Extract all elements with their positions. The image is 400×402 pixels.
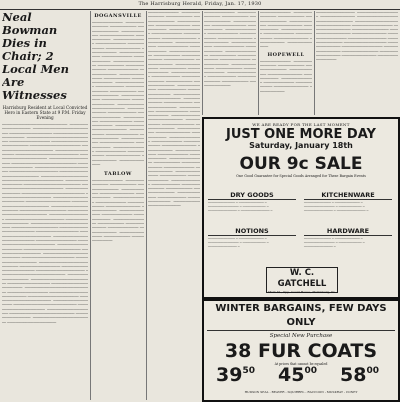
- ad2-sub: At prices that cannot be equaled: [274, 362, 328, 366]
- dept-hardware: [304, 227, 392, 249]
- ad-top-line: WE ARE READY FOR THE LAST MOMENT: [252, 122, 350, 127]
- column-rule: [314, 11, 315, 115]
- column-body: ─────────────── ───────────────── ───────────── ──────────────── ────────────── ───────────────── ───────────── ──────────────── ─────────────── ────────────── ───────────────── ───────────── ──────────────── ─────────────── ────────────── ───────────────── ───────────── ──────────────── ─────────────── ────────────── ───────────────── ───────────── ────────────────: [92, 179, 144, 244]
- price-tag: [278, 364, 317, 386]
- price-cents: 00: [366, 366, 379, 376]
- lead-deck: Harrisburg Resident at Local Convicted Hero in Eastern State at 9 P.M. Friday Evening: [2, 105, 88, 120]
- dept-heading: KITCHENWARE: [304, 191, 392, 200]
- price-tag: [340, 364, 379, 386]
- price-tag: [216, 364, 255, 386]
- dept-kitchenware: [304, 191, 392, 213]
- column-body: ─────────────── ───────────────── ───────────── ──────────────── ────────────── ───────────────── ───────────── ──────────────── ─────────────── ────────────── ───────────────── ───────────── ──────────────── ─────────────── ────────────── ───────────────── ───────────── ──────────────── ─────────────── ────────────── ───────────────── ───────────── ──────────────── ─────────────── ────────────── ───────────────── ───────────── ────────────────: [204, 11, 256, 89]
- ad2-fur-coats: 38 FUR COATS: [224, 340, 378, 362]
- section-head-tablow: TABLOW: [103, 171, 133, 178]
- ad2-special: Special New Purchase: [269, 333, 333, 339]
- dept-items: ────────────── ─ ───────────── ─ ──────────────── ─ ──────────── ─ ─────────────── ─ ─────────────── ─: [304, 201, 369, 214]
- news-column: [204, 11, 256, 123]
- ad-sale-title: OUR 9c SALE: [239, 154, 363, 174]
- price-row: [214, 364, 388, 390]
- dept-items: ────────────── ─ ───────────── ─ ──────────────── ─ ──────────── ─ ─────────────── ─: [304, 237, 365, 250]
- column-rule: [90, 11, 91, 400]
- news-column: [316, 11, 398, 123]
- column-body: ─────────────── ───────────────── ───────────── ──────────────── ────────────── ───────────────── ───────────── ──────────────── ─────────────── ────────────── ───────────────── ───────────── ──────────────── ─────────────── ────────────── ───────────────── ───────────── ──────────────── ─────────────── ────────────── ───────────────── ───────────── ──────────────── ─────────────── ────────────── ───────────────── ───────────── ──────────────── ─────────────── ────────────── ───────────────── ───────────── ──────────────── ─────────────── ────────────── ───────────────── ───────────── ──────────────── ─────────────── ────────────── ───────────────── ───────────── ──────────────── ─────────────── ────────────── ───────────────── ───────────── ──────────────── ─────────────── ────────────── ───────────────── ───────────── ────────────────: [92, 21, 144, 167]
- lead-body: ──────────────────────────────── ─────────────────────── ────────────────────────────── ───────────────────── ──────────────────────────── ───────────────────────────────── ──────────────────── ─────────────────────────────── ───────────────────────── ──────────────────────────── ────────────────────── ─────────────────────────────── ────────────────────────── ─────────────────────── ──────────────────────────────── ──────────────────── ───────────────────────────── ──────────────────────── ──────────────────────────────── ─────────────────────── ────────────────────────────── ───────────────────── ──────────────────────────── ───────────────────────────────── ──────────────────── ─────────────────────────────── ───────────────────────── ──────────────────────────── ────────────────────── ─────────────────────────────── ────────────────────────── ─────────────────────── ──────────────────────────────── ──────────────────── ───────────────────────────── ──────────────────────── ──────────────────────────────── ─────────────────────── ────────────────────────────── ───────────────────── ──────────────────────────── ───────────────────────────────── ──────────────────── ─────────────────────────────── ───────────────────────── ──────────────────────────── ────────────────────── ─────────────────────────────── ────────────────────────── ─────────────────────── ──────────────────────────────── ──────────────────── ───────────────────────────── ──────────────────────── ──────────────────────────────── ─────────────────────── ────────────────────────────── ───────────────────── ──────────────────────────── ───────────────────────────────── ──────────────────── ─────────────────────────────── ───────────────────────── ──────────────────────────── ────────────────────── ─────────────────────────────── ────────────────────────── ─────────────────────── ──────────────────────────────── ──────────────────── ───────────────────────────── ────────────────────────: [2, 123, 88, 325]
- department-grid: [208, 191, 392, 261]
- section-head-hopewell: HOPEWELL: [267, 51, 305, 58]
- fur-coat-advertisement: [202, 299, 400, 402]
- dept-heading: DRY GOODS: [208, 191, 296, 200]
- column-body: ─────────────────── ───────────────────── ───────────────── ──────────────────── ────────────────── ───────────────────── ───────────────── ──────────────────── ─────────────────── ────────────────── ───────────────────── ───────────────── ──────────────────── ─────────────────── ────────────────── ───────────────────── ───────────────── ──────────────────── ─────────────────── ────────────────── ───────────────────── ───────────────── ────────────────────: [316, 11, 398, 63]
- column-body: ─────────────── ───────────────── ───────────── ──────────────── ────────────── ───────────────── ───────────── ──────────────── ─────────────── ────────────── ───────────────── ───────────── ──────────────── ─────────────── ────────────── ───────────────── ───────────── ──────────────── ─────────────── ────────────── ───────────────── ───────────── ──────────────── ─────────────── ────────────── ───────────────── ───────────── ──────────────── ─────────────── ────────────── ───────────────── ───────────── ──────────────── ─────────────── ────────────── ───────────────── ───────────── ──────────────── ─────────────── ────────────── ───────────────── ───────────── ──────────────── ─────────────── ────────────── ───────────────── ───────────── ──────────────── ─────────────── ────────────── ───────────────── ───────────── ──────────────── ─────────────── ────────────── ───────────────── ───────────── ──────────────── ─────────────── ────────────── ───────────────── ───────────── ──────────────── ─────────────── ────────────── ───────────────── ───────────── ──────────────── ─────────────── ────────────── ───────────────── ───────────── ────────────────: [148, 11, 200, 209]
- dept-heading: HARDWARE: [304, 227, 392, 236]
- price-dollars: 45: [278, 364, 305, 386]
- sale-advertisement: [202, 117, 400, 299]
- price-cents: 00: [304, 366, 317, 376]
- ad-date: Saturday, January 18th: [249, 141, 353, 150]
- store-address: Main St., Opp. Court House, Harrisburg, Pa.: [268, 290, 336, 294]
- column-rule: [258, 11, 259, 115]
- local-news-column: [92, 11, 144, 400]
- price-dollars: 58: [340, 364, 367, 386]
- ad-note: One Good Guarantee for Special Goods Arranged for These Bargain Events: [236, 174, 366, 178]
- dept-heading: NOTIONS: [208, 227, 296, 236]
- column-body: ─────────────── ───────────────── ───────────── ──────────────── ────────────── ───────────────── ───────────── ──────────────── ─────────────── ────────────── ───────────────── ───────────── ────────────────: [260, 11, 312, 50]
- column-body: ─────────────── ───────────────── ───────────── ──────────────── ────────────── ───────────────── ───────────── ──────────────── ─────────────── ────────────── ───────────────── ─────────────: [260, 59, 312, 94]
- dept-dry-goods: [208, 191, 296, 213]
- store-signature: [266, 267, 338, 293]
- ad-main-heading: JUST ONE MORE DAY: [226, 127, 376, 142]
- dept-items: ────────────── ─ ───────────── ─ ──────────────── ─ ──────────── ─ ─────────────── ─ ─────────────── ─: [208, 201, 273, 214]
- store-name: W. C. GATCHELL: [277, 268, 327, 289]
- lead-article: [2, 11, 88, 400]
- news-column: [148, 11, 200, 400]
- price-cents: 50: [242, 366, 255, 376]
- lead-headline: Neal Bowman Dies in Chair; 2 Local Men Are Witnesses: [2, 11, 69, 102]
- column-rule: [146, 11, 147, 400]
- dept-items: ────────────── ─ ───────────── ─ ──────────────── ─ ──────────── ─ ─────────────── ─: [208, 237, 269, 250]
- ad2-footer: HUDSON SEAL - BEAVER - SQUIRREL - RACCOON - MUSKRAT - CONEY: [244, 390, 358, 394]
- ad2-headline: WINTER BARGAINS, FEW DAYS ONLY: [207, 302, 395, 331]
- column-rule: [202, 11, 203, 115]
- masthead: The Harrisburg Herald, Friday, Jan. 17, 1930: [0, 0, 400, 10]
- price-dollars: 39: [216, 364, 243, 386]
- news-column: [260, 11, 312, 123]
- dept-notions: [208, 227, 296, 249]
- section-head-dogansville: DOGANSVILLE: [94, 13, 142, 19]
